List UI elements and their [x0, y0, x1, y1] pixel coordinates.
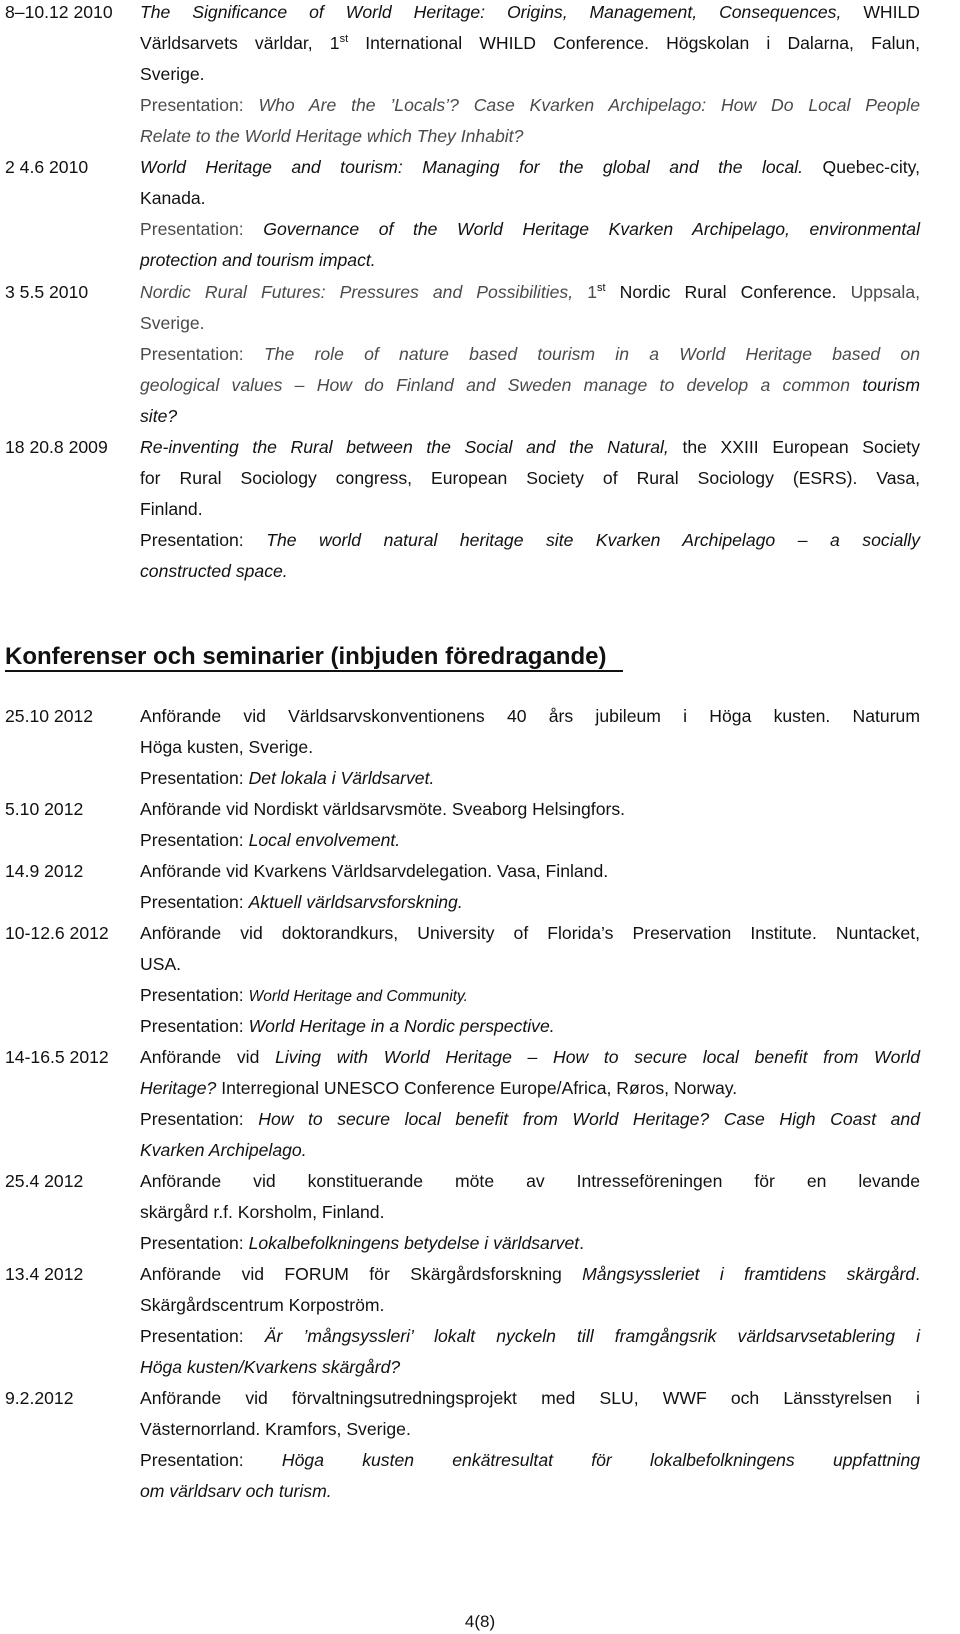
presentation-line — [140, 1107, 920, 1131]
presentation-line — [140, 559, 920, 583]
entry-date: 8–10.12 2010 — [5, 2, 113, 22]
presentation-line — [140, 528, 920, 552]
event-title: World Heritage and tourism: Managing for the global and the local. — [140, 157, 804, 177]
presentation-title: How to secure local benefit from World Heritage? Case High Coast and — [258, 1109, 920, 1129]
entry-line: for Rural Sociology congress, European Society of Rural Sociology (ESRS). Vasa, — [140, 468, 920, 488]
presentation-title: Governance of the World Heritage Kvarken Archipelago, environmental — [263, 219, 921, 239]
presentation-line — [140, 93, 920, 117]
entry-line: USA. — [140, 954, 182, 974]
presentation-title: geological values – How do Finland and Sweden manage to develop a common — [140, 375, 850, 395]
entry-location: Sverige. — [140, 313, 205, 333]
entry-line — [140, 0, 920, 24]
presentation-title: Höga kusten enkätresultat för lokalbefolkningens uppfattning — [281, 1450, 921, 1470]
presentation-line — [140, 766, 920, 790]
entry-location: Sverige. — [140, 64, 205, 84]
presentation-label: Presentation: — [140, 530, 244, 550]
entry-text: Anförande vid FORUM för Skärgårdsforskning — [140, 1264, 562, 1284]
entry-line: Anförande vid förvaltningsutredningsprojekt med SLU, WWF och Länsstyrelsen i — [140, 1388, 920, 1408]
presentation-line — [140, 124, 920, 148]
presentation-label: Presentation: — [140, 892, 244, 912]
presentation-line — [140, 1448, 920, 1472]
entry-date: 9.2.2012 — [5, 1388, 74, 1408]
heading-underline — [5, 670, 623, 672]
entry-line: Anförande vid doktorandkurs, University of Florida’s Preservation Institute. Nuntacket, — [140, 923, 920, 943]
presentation-title: Lokalbefolkningens betydelse i världsarvet — [248, 1233, 580, 1253]
entry-line — [140, 280, 920, 304]
presentation-line — [140, 217, 920, 241]
presentation-line — [140, 890, 920, 914]
presentation-title: Kvarken Archipelago. — [140, 1140, 307, 1160]
presentation-title: tourism — [862, 375, 920, 395]
entry-date: 5.10 2012 — [5, 799, 84, 819]
presentation-line — [140, 342, 920, 366]
presentation-title: Who Are the ’Locals’? Case Kvarken Archipelago: How Do Local People — [258, 95, 921, 115]
entry-location: Kanada. — [140, 188, 206, 208]
presentation-line — [140, 373, 920, 397]
entry-text: International WHILD Conference. Högskolan i Dalarna, Falun, — [365, 33, 920, 53]
entry-line: Skärgårdscentrum Korpoström. — [140, 1295, 385, 1315]
presentation-title: Det lokala i Världsarvet. — [248, 768, 435, 788]
presentation-title: Höga kusten/Kvarkens skärgård? — [140, 1357, 401, 1377]
presentation-label: Presentation: — [140, 1450, 244, 1470]
entry-line — [140, 1045, 920, 1069]
presentation-line — [140, 1014, 920, 1038]
presentation-line — [140, 1479, 920, 1503]
presentation-line — [140, 983, 920, 1007]
entry-date: 25.10 2012 — [5, 706, 94, 726]
page-number: 4(8) — [464, 1612, 496, 1631]
superscript: st — [339, 33, 349, 46]
entry-line — [140, 31, 920, 55]
presentation-line — [140, 1138, 920, 1162]
event-title: Mångsyssleriet i framtidens skärgård — [582, 1264, 916, 1284]
presentation-line — [140, 404, 920, 428]
superscript: st — [596, 282, 606, 295]
presentation-title: Aktuell världsarvsforskning. — [248, 892, 463, 912]
presentation-title: The world natural heritage site Kvarken Archipelago – a socially — [266, 530, 920, 550]
event-title: Living with World Heritage – How to secure local benefit from World — [275, 1047, 920, 1067]
entry-line: Västernorrland. Kramfors, Sverige. — [140, 1419, 411, 1439]
entry-text: Quebec-city, — [822, 157, 920, 177]
presentation-label: Presentation: — [140, 985, 244, 1005]
entry-date: 3 5.5 2010 — [5, 282, 89, 302]
entry-line: skärgård r.f. Korsholm, Finland. — [140, 1202, 385, 1222]
presentation-label: Presentation: — [140, 1233, 244, 1253]
entry-text: WHILD — [863, 2, 921, 22]
presentation-label: Presentation: — [140, 1326, 244, 1346]
event-title: Nordic Rural Futures: Pressures and Possibilities, — [140, 282, 574, 302]
presentation-label: Presentation: — [140, 768, 244, 788]
entry-line: Anförande vid Nordiskt världsarvsmöte. Sveaborg Helsingfors. — [140, 799, 626, 819]
entry-line: Anförande vid Kvarkens Världsarvdelegation. Vasa, Finland. — [140, 861, 609, 881]
entry-line: Anförande vid konstituerande möte av Intresseföreningen för en levande — [140, 1171, 920, 1191]
presentation-title: protection and tourism impact. — [140, 250, 376, 270]
entry-text: Världsarvets världar, 1 — [140, 33, 340, 53]
presentation-label: Presentation: — [140, 219, 244, 239]
presentation-label: Presentation: — [140, 1109, 244, 1129]
entry-date: 14-16.5 2012 — [5, 1047, 109, 1067]
presentation-line — [140, 828, 920, 852]
presentation-title: om världsarv och turism. — [140, 1481, 332, 1501]
presentation-line — [140, 248, 920, 272]
presentation-title: site? — [140, 406, 178, 426]
presentation-line — [140, 1324, 920, 1348]
entry-text: Interregional UNESCO Conference Europe/Africa, Røros, Norway. — [221, 1078, 738, 1098]
entry-text: Nordic Rural Conference. — [619, 282, 837, 302]
presentation-label: Presentation: — [140, 95, 244, 115]
entry-line: Anförande vid Världsarvskonventionens 40 års jubileum i Höga kusten. Naturum — [140, 706, 920, 726]
entry-date: 2 4.6 2010 — [5, 157, 89, 177]
presentation-title: World Heritage in a Nordic perspective. — [248, 1016, 555, 1036]
presentation-title: Relate to the World Heritage which They Inhabit? — [140, 126, 524, 146]
entry-line: Höga kusten, Sverige. — [140, 737, 314, 757]
presentation-label: Presentation: — [140, 344, 244, 364]
entry-line — [140, 435, 920, 459]
presentation-line — [140, 1355, 920, 1379]
entry-text: 1 — [587, 282, 597, 302]
presentation-title: World Heritage and Community. — [248, 988, 468, 1005]
section-heading: Konferenser och seminarier (inbjuden föredragande) — [5, 643, 607, 670]
entry-line — [140, 1076, 920, 1100]
event-title: Re-inventing the Rural between the Social and the Natural, — [140, 437, 669, 457]
entry-location: Finland. — [140, 499, 203, 519]
presentation-label: Presentation: — [140, 1016, 244, 1036]
presentation-line — [140, 1231, 920, 1255]
presentation-label: Presentation: — [140, 830, 244, 850]
event-title: The Significance of World Heritage: Origins, Management, Consequences, — [140, 2, 842, 22]
entry-text: Uppsala, — [850, 282, 921, 302]
entry-date: 14.9 2012 — [5, 861, 84, 881]
presentation-title: Är ’mångsyssleri’ lokalt nyckeln till framgångsrik världsarvsetablering i — [264, 1326, 920, 1346]
entry-line — [140, 1262, 920, 1286]
entry-date: 25.4 2012 — [5, 1171, 84, 1191]
event-title: Heritage? — [140, 1078, 217, 1098]
entry-date: 18 20.8 2009 — [5, 437, 108, 457]
presentation-title: constructed space. — [140, 561, 288, 581]
entry-text: the XXIII European Society — [682, 437, 920, 457]
entry-date: 13.4 2012 — [5, 1264, 84, 1284]
presentation-title: Local envolvement. — [248, 830, 401, 850]
entry-line — [140, 155, 920, 179]
presentation-title: The role of nature based tourism in a World Heritage based on — [263, 344, 921, 364]
entry-date: 10-12.6 2012 — [5, 923, 109, 943]
entry-text: Anförande vid — [140, 1047, 260, 1067]
entry-text: . — [915, 1264, 920, 1284]
entry-text: . — [579, 1233, 585, 1253]
